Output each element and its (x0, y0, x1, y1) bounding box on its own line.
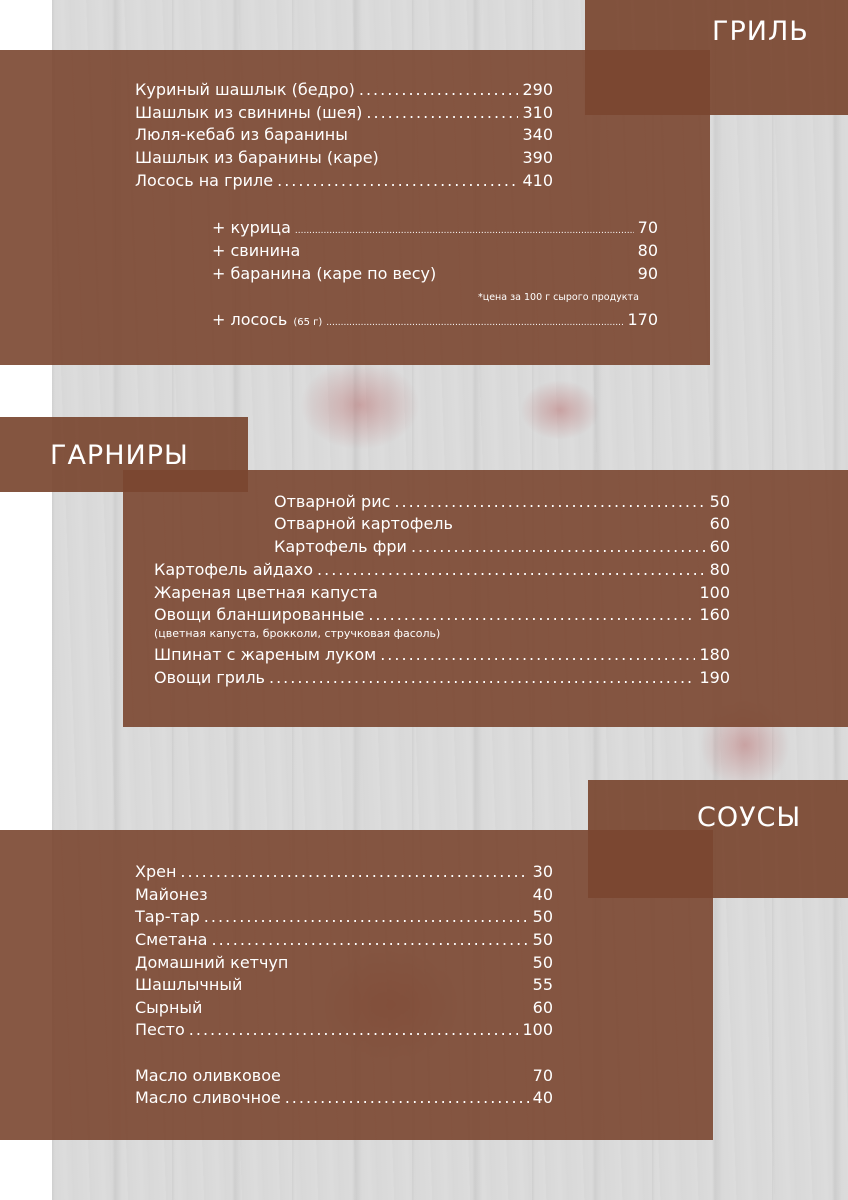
item-name: Картофель фри (274, 537, 407, 556)
menu-item (135, 975, 553, 997)
item-name: Шашлык из свинины (шея) (135, 103, 363, 122)
dot-leader (366, 103, 518, 122)
item-description: (цветная капуста, брокколи, стручковая фасоль) (154, 627, 441, 640)
menu-item (154, 560, 730, 582)
item-name: Шашлычный (135, 975, 243, 994)
item-name: Люля-кебаб из баранины (135, 125, 348, 144)
item-name: Майонез (135, 885, 208, 904)
stain-decoration (300, 360, 420, 450)
item-name: Картофель айдахо (154, 560, 314, 579)
menu-item (135, 953, 553, 975)
item-name: + баранина (каре по весу) (212, 264, 437, 283)
item-price: 80 (709, 560, 730, 579)
item-price: 60 (532, 998, 553, 1017)
menu-item (154, 668, 730, 690)
dot-leader (285, 1088, 529, 1107)
item-name: Масло оливковое (135, 1066, 281, 1085)
menu-item (274, 514, 730, 536)
item-price: 160 (699, 605, 730, 624)
dot-leader (211, 930, 528, 949)
item-price: 190 (699, 668, 730, 687)
item-price: 100 (522, 1020, 553, 1039)
item-name: Овощи бланшированные (154, 605, 365, 624)
dot-leader (368, 605, 695, 624)
item-name: + свинина (212, 241, 301, 260)
item-price: 70 (532, 1066, 553, 1085)
item-price: 100 (699, 583, 730, 602)
item-price: 40 (532, 885, 553, 904)
menu-item (274, 492, 730, 514)
item-name: Песто (135, 1020, 185, 1039)
item-price: 80 (637, 241, 658, 260)
item-price: 50 (532, 953, 553, 972)
extra-item (212, 241, 658, 263)
item-name: Отварной картофель (274, 514, 453, 533)
item-price: 170 (627, 310, 658, 329)
item-name: Куриный шашлык (бедро) (135, 80, 355, 99)
dot-leader (269, 668, 695, 687)
dot-leader (359, 80, 519, 99)
extra-item (212, 264, 658, 286)
item-name: Сметана (135, 930, 208, 949)
item-name: + лосось (212, 310, 288, 329)
item-weight: (65 г) (293, 317, 323, 328)
menu-item (135, 148, 553, 170)
item-price: 50 (709, 492, 730, 511)
item-name: + курица (212, 218, 291, 237)
item-price: 340 (522, 125, 553, 144)
item-price: 60 (709, 537, 730, 556)
item-price: 290 (522, 80, 553, 99)
menu-item (135, 930, 553, 952)
item-price: 50 (532, 907, 553, 926)
price-note: *цена за 100 г сырого продукта (478, 292, 639, 303)
item-name: Лосось на гриле (135, 171, 274, 190)
item-name: Шпинат с жареным луком (154, 645, 377, 664)
item-price: 390 (522, 148, 553, 167)
item-price: 55 (532, 975, 553, 994)
item-price: 70 (637, 218, 658, 237)
item-price: 90 (637, 264, 658, 283)
dot-leader (204, 907, 529, 926)
menu-item (135, 1020, 553, 1042)
dot-leader (180, 862, 528, 881)
menu-item (135, 885, 553, 907)
item-name: Жареная цветная капуста (154, 583, 378, 602)
item-name: Хрен (135, 862, 177, 881)
item-price: 60 (709, 514, 730, 533)
item-name: Отварной рис (274, 492, 391, 511)
item-price: 30 (532, 862, 553, 881)
menu-item (135, 907, 553, 929)
stain-decoration (520, 380, 600, 440)
dot-leader (295, 226, 634, 236)
menu-item (135, 103, 553, 125)
item-name: Домашний кетчуп (135, 953, 289, 972)
item-price: 310 (522, 103, 553, 122)
item-name: Шашлык из баранины (каре) (135, 148, 379, 167)
menu-item (135, 171, 553, 193)
menu-item (154, 583, 730, 605)
menu-item (135, 1066, 553, 1088)
menu-item (135, 862, 553, 884)
item-name: Тар-тар (135, 907, 200, 926)
menu-item (154, 645, 730, 667)
item-price: 50 (532, 930, 553, 949)
extra-item (212, 218, 658, 240)
dot-leader (326, 318, 623, 328)
menu-item (135, 998, 553, 1020)
menu-item (135, 80, 553, 102)
dot-leader (380, 645, 695, 664)
dot-leader (317, 560, 706, 579)
dot-leader (411, 537, 706, 556)
item-price: 40 (532, 1088, 553, 1107)
menu-item (274, 537, 730, 559)
extra-item (212, 310, 658, 332)
dot-leader (189, 1020, 519, 1039)
item-name: Сырный (135, 998, 203, 1017)
menu-item (154, 605, 730, 627)
item-price: 410 (522, 171, 553, 190)
sauces-title: СОУСЫ (697, 802, 802, 833)
menu-item (135, 1088, 553, 1110)
item-price: 180 (699, 645, 730, 664)
menu-item (135, 125, 553, 147)
dot-leader (394, 492, 705, 511)
item-name: Овощи гриль (154, 668, 265, 687)
garnishes-title: ГАРНИРЫ (50, 440, 189, 471)
grill-title: ГРИЛЬ (712, 16, 809, 47)
dot-leader (277, 171, 518, 190)
item-name: Масло сливочное (135, 1088, 281, 1107)
